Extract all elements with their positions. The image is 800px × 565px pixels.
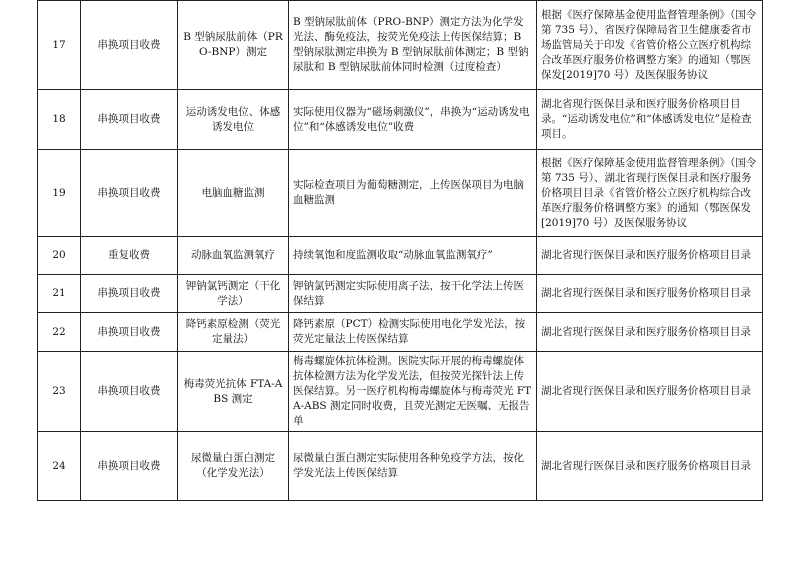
issue-description: 梅毒螺旋体抗体检测。医院实际开展的梅毒螺旋体抗体检测方法为化学发光法，但按荧光探针法上传医保结算。另一医疗机构梅毒螺旋体与梅毒荧光 FTA-ABS 测定同时收费，且荧光测定无医嘱、无报告单 <box>289 352 537 432</box>
violation-type: 串换项目收费 <box>81 352 178 432</box>
violation-table <box>37 0 763 501</box>
issue-description: 钾钠氯钙测定实际使用离子法，按干化学法上传医保结算 <box>289 275 537 313</box>
legal-basis: 湖北省现行医保目录和医疗服务价格项目目录 <box>537 352 763 432</box>
table-row <box>38 150 763 237</box>
project-name: 动脉血氧监测氧疗 <box>178 237 289 275</box>
project-name: 尿微量白蛋白测定（化学发光法） <box>178 432 289 501</box>
table-row <box>38 90 763 150</box>
project-name: 降钙素原检测（荧光定量法） <box>178 313 289 352</box>
legal-basis: 湖北省现行医保目录和医疗服务价格项目目录。“运动诱发电位”和“体感诱发电位”是检查项目。 <box>537 90 763 150</box>
issue-description: 实际检查项目为葡萄糖测定，上传医保项目为电脑血糖监测 <box>289 150 537 237</box>
row-number: 24 <box>38 432 81 501</box>
row-number: 22 <box>38 313 81 352</box>
legal-basis: 湖北省现行医保目录和医疗服务价格项目目录 <box>537 237 763 275</box>
table-row <box>38 1 763 90</box>
project-name: 梅毒荧光抗体 FTA-ABS 测定 <box>178 352 289 432</box>
issue-description: 持续氧饱和度监测收取“动脉血氧监测氧疗” <box>289 237 537 275</box>
row-number: 23 <box>38 352 81 432</box>
legal-basis: 湖北省现行医保目录和医疗服务价格项目目录 <box>537 275 763 313</box>
issue-description: 降钙素原（PCT）检测实际使用电化学发光法，按荧光定量法上传医保结算 <box>289 313 537 352</box>
row-number: 19 <box>38 150 81 237</box>
project-name: 钾钠氯钙测定（干化学法） <box>178 275 289 313</box>
violation-type: 串换项目收费 <box>81 432 178 501</box>
issue-description: B 型钠尿肽前体（PRO-BNP）测定方法为化学发光法、酶免疫法，按荧光免疫法上传医保结算；B 型钠尿肽测定串换为 B 型钠尿肽前体测定；B 型钠尿肽和 B 型钠尿肽前体同时检测（过度检查） <box>289 1 537 90</box>
row-number: 18 <box>38 90 81 150</box>
violation-type: 串换项目收费 <box>81 150 178 237</box>
row-number: 21 <box>38 275 81 313</box>
table-row <box>38 432 763 501</box>
legal-basis: 根据《医疗保障基金使用监督管理条例》（国令第 735 号）、湖北省现行医保目录和医疗服务价格项目目录《省管价格公立医疗机构综合改革医疗服务价格调整方案》的通知（鄂医保发[2019]70 号）及医保服务协议 <box>537 150 763 237</box>
table-row <box>38 313 763 352</box>
violation-type: 串换项目收费 <box>81 313 178 352</box>
legal-basis: 根据《医疗保障基金使用监督管理条例》（国令第 735 号）、省医疗保障局省卫生健康委省市场监管局关于印发《省管价格公立医疗机构综合改革医疗服务价格调整方案》的通知（鄂医保发[2019]70 号）及医保服务协议 <box>537 1 763 90</box>
row-number: 17 <box>38 1 81 90</box>
table-row <box>38 352 763 432</box>
project-name: 电脑血糖监测 <box>178 150 289 237</box>
violation-type: 串换项目收费 <box>81 275 178 313</box>
project-name: B 型钠尿肽前体（PRO-BNP）测定 <box>178 1 289 90</box>
legal-basis: 湖北省现行医保目录和医疗服务价格项目目录 <box>537 313 763 352</box>
violation-type: 重复收费 <box>81 237 178 275</box>
issue-description: 尿微量白蛋白测定实际使用各种免疫学方法，按化学发光法上传医保结算 <box>289 432 537 501</box>
project-name: 运动诱发电位、体感诱发电位 <box>178 90 289 150</box>
row-number: 20 <box>38 237 81 275</box>
table-row <box>38 237 763 275</box>
violation-type: 串换项目收费 <box>81 90 178 150</box>
table-row <box>38 275 763 313</box>
violation-type: 串换项目收费 <box>81 1 178 90</box>
issue-description: 实际使用仪器为“磁场刺激仪”，串换为“运动诱发电位”和“体感诱发电位”收费 <box>289 90 537 150</box>
legal-basis: 湖北省现行医保目录和医疗服务价格项目目录 <box>537 432 763 501</box>
